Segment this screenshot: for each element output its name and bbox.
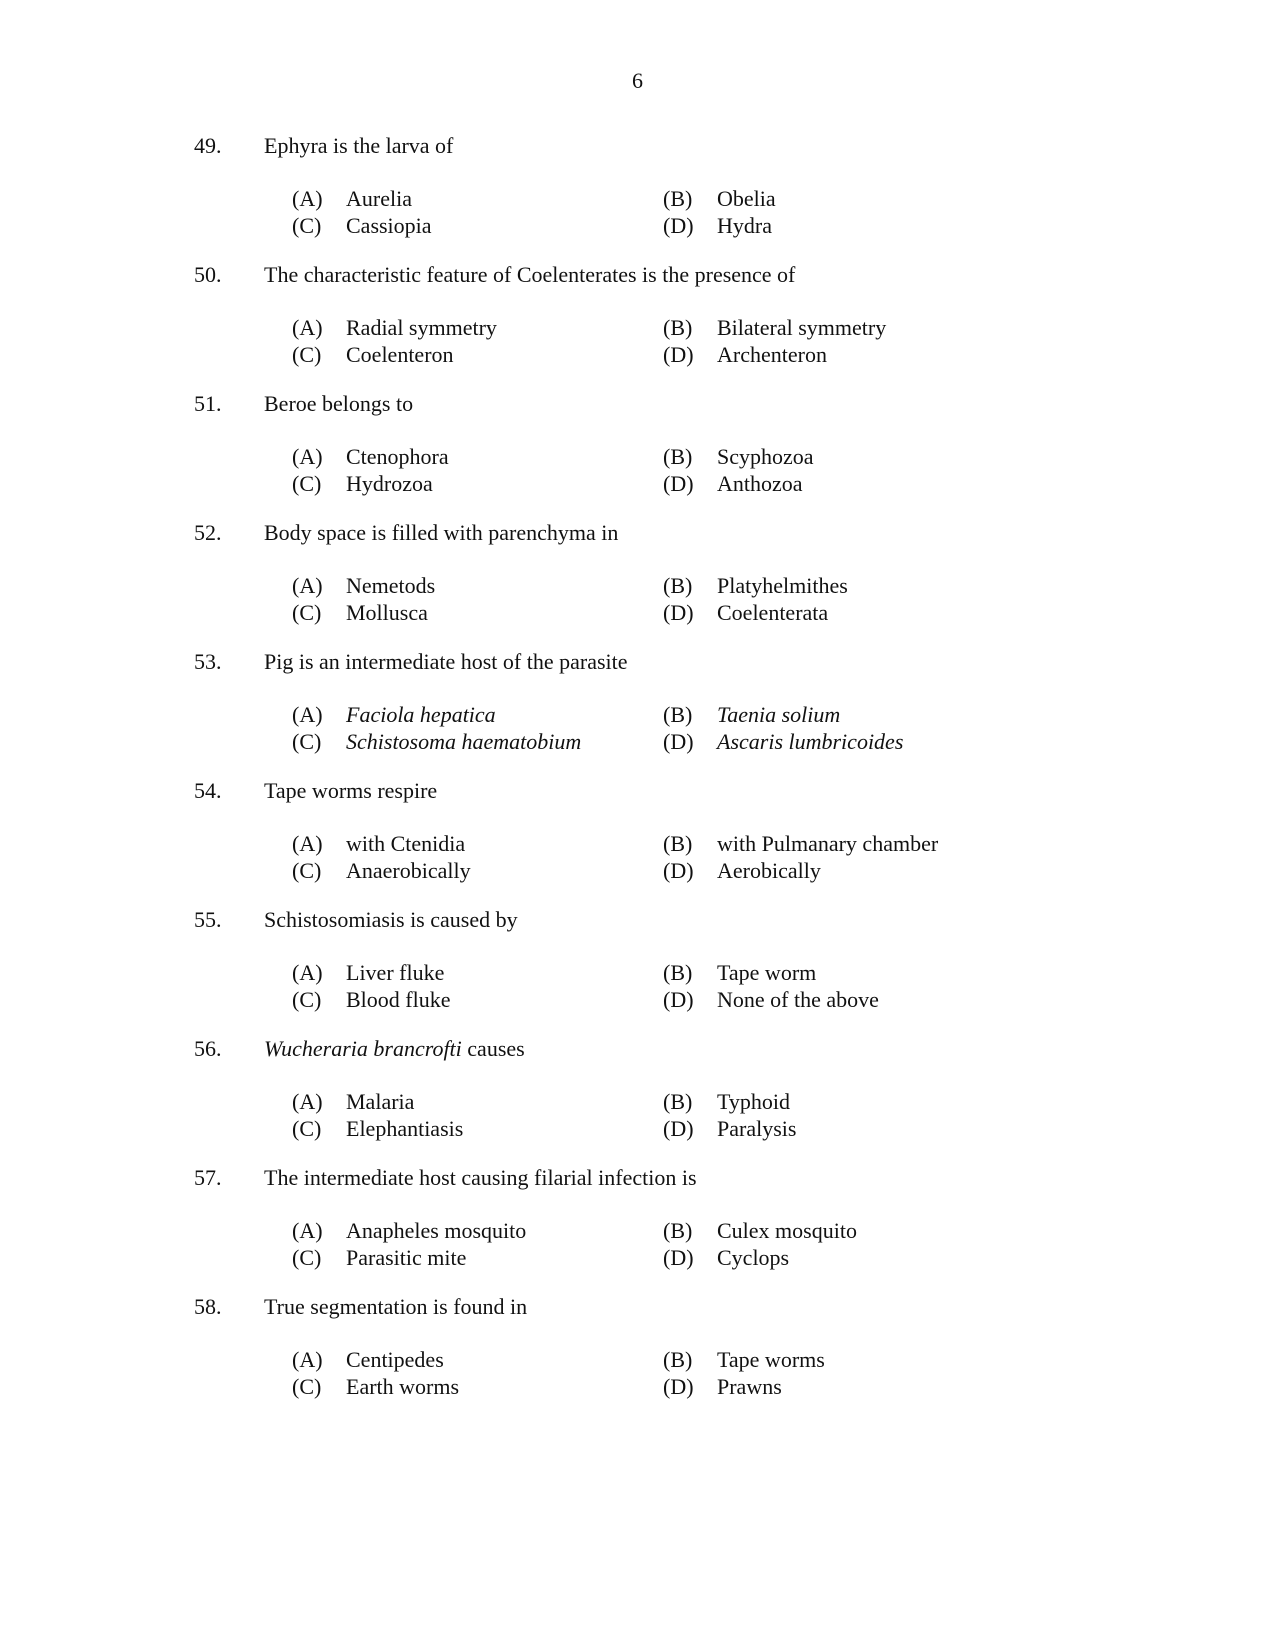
option-letter: (C) [292,1116,322,1141]
option-letter: (A) [292,1347,323,1372]
option-letter: (B) [663,573,693,598]
question-stem [264,907,518,933]
option-text: Aerobically [717,858,821,883]
option-letter: (A) [292,1089,323,1114]
question-stem [264,1294,527,1320]
option-text: Hydrozoa [346,471,433,496]
option-text: Cassiopia [346,213,432,238]
question-item [0,520,1275,649]
option-letter: (B) [663,315,693,340]
option-letter: (A) [292,960,323,985]
option-letter: (D) [663,471,694,496]
option-text: Anaerobically [346,858,471,883]
option-letter: (A) [292,573,323,598]
question-item [0,649,1275,778]
option-letter: (D) [663,987,694,1012]
question-number: 55. [194,907,222,932]
option-text: Archenteron [717,342,827,367]
option-letter: (A) [292,315,323,340]
option-letter: (D) [663,1245,694,1270]
question-stem-text: Pig is an intermediate host of the parasite [264,649,628,674]
option-text: Typhoid [717,1089,791,1114]
option-letter: (C) [292,213,322,238]
option-text: Earth worms [346,1374,460,1399]
question-stem-text: Beroe belongs to [264,391,414,416]
question-number: 50. [194,262,222,287]
option-letter: (B) [663,186,693,211]
option-text: Parasitic mite [346,1245,467,1270]
option-text: Tape worms [717,1347,825,1372]
question-stem-text: True segmentation is found in [264,1294,528,1319]
question-number: 56. [194,1036,222,1061]
question-stem-italic: Wucheraria brancrofti [264,1036,462,1061]
question-list [0,133,1275,1423]
question-stem-text: The intermediate host causing filarial infection is [264,1165,697,1190]
option-text: Blood fluke [346,987,451,1012]
option-letter: (D) [663,600,694,625]
question-stem [264,262,795,288]
option-text: Elephantiasis [346,1116,464,1141]
option-text: Radial symmetry [346,315,497,340]
option-text: with Ctenidia [346,831,466,856]
option-text: Nemetods [346,573,436,598]
question-item [0,1165,1275,1294]
option-letter: (C) [292,471,322,496]
question-stem [264,520,618,546]
option-text: Coelenterata [717,600,829,625]
option-text: Platyhelmithes [717,573,848,598]
option-text: Liver fluke [346,960,445,985]
option-text: Mollusca [346,600,428,625]
option-text: Anthozoa [717,471,803,496]
question-stem [264,1165,697,1191]
option-letter: (A) [292,831,323,856]
option-letter: (C) [292,600,322,625]
option-text: Paralysis [717,1116,797,1141]
question-stem-text: Tape worms respire [264,778,438,803]
option-letter: (C) [292,1245,322,1270]
option-text: None of the above [717,987,879,1012]
question-number: 49. [194,133,222,158]
option-text: Ctenophora [346,444,449,469]
option-letter: (B) [663,960,693,985]
option-letter: (B) [663,702,693,727]
question-stem-text: Ephyra is the larva of [264,133,454,158]
question-item [0,1036,1275,1165]
question-stem [264,649,628,675]
question-number: 51. [194,391,222,416]
option-letter: (D) [663,342,694,367]
question-stem [264,778,437,804]
question-number: 52. [194,520,222,545]
question-item [0,133,1275,262]
question-stem [264,391,413,417]
option-text: Anapheles mosquito [346,1218,527,1243]
option-letter: (B) [663,1089,693,1114]
option-text: Scyphozoa [717,444,814,469]
option-text: Malaria [346,1089,415,1114]
option-letter: (C) [292,1374,322,1399]
option-letter: (B) [663,444,693,469]
option-letter: (D) [663,1116,694,1141]
question-stem-text: The characteristic feature of Coelenterates is the presence of [264,262,796,287]
option-letter: (D) [663,1374,694,1399]
option-text: Prawns [717,1374,782,1399]
question-stem-text: Schistosomiasis is caused by [264,907,518,932]
option-letter: (C) [292,342,322,367]
option-text: Cyclops [717,1245,790,1270]
question-number: 57. [194,1165,222,1190]
option-text: Bilateral symmetry [717,315,887,340]
option-text: with Pulmanary chamber [717,831,939,856]
question-number: 58. [194,1294,222,1319]
option-letter: (B) [663,1347,693,1372]
option-letter: (D) [663,213,694,238]
page-number: 6 [632,68,643,93]
option-letter: (A) [292,702,323,727]
option-text: Hydra [717,213,772,238]
question-item [0,778,1275,907]
option-text: Ascaris lumbricoides [717,729,904,754]
option-text: Centipedes [346,1347,444,1372]
option-text: Culex mosquito [717,1218,857,1243]
question-item [0,262,1275,391]
option-letter: (A) [292,186,323,211]
option-text: Obelia [717,186,776,211]
question-stem [264,133,453,159]
option-letter: (C) [292,729,322,754]
question-item [0,391,1275,520]
option-letter: (C) [292,987,322,1012]
option-text: Tape worm [717,960,817,985]
option-text: Faciola hepatica [346,702,496,727]
question-stem-rest: causes [461,1036,525,1061]
option-letter: (D) [663,858,694,883]
option-text: Taenia solium [717,702,841,727]
option-letter: (A) [292,1218,323,1243]
option-letter: (B) [663,831,693,856]
question-item [0,907,1275,1036]
option-text: Aurelia [346,186,412,211]
option-letter: (B) [663,1218,693,1243]
question-item [0,1294,1275,1423]
option-letter: (D) [663,729,694,754]
question-number: 54. [194,778,222,803]
option-letter: (A) [292,444,323,469]
option-text: Coelenteron [346,342,454,367]
question-number: 53. [194,649,222,674]
option-text: Schistosoma haematobium [346,729,582,754]
question-stem [264,1036,525,1062]
question-stem-text: Body space is filled with parenchyma in [264,520,619,545]
option-letter: (C) [292,858,322,883]
